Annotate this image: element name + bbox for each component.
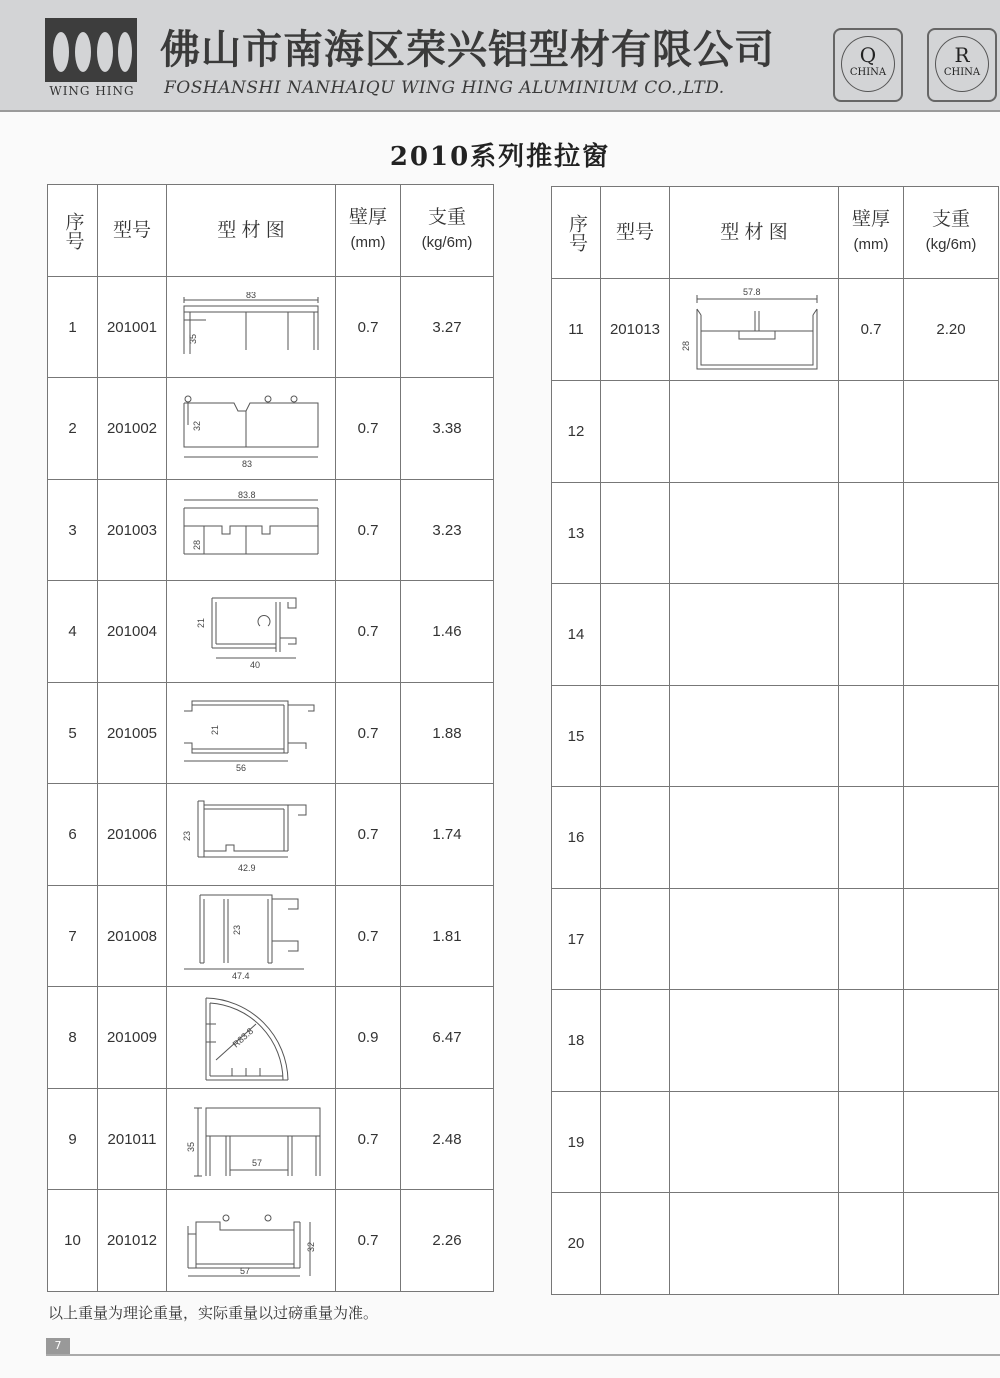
profile-drawing	[670, 686, 839, 787]
row-weight	[904, 889, 999, 990]
page-header	[0, 0, 1000, 112]
profile-drawing	[167, 683, 336, 784]
profile-drawing	[670, 787, 839, 889]
company-name-en: FOSHANSHI NANHAIQU WING HING ALUMINIUM CO.,LTD.	[164, 78, 725, 98]
row-weight	[904, 686, 999, 787]
row-model: 201005	[98, 683, 167, 784]
svg-text:35: 35	[186, 1141, 196, 1152]
profile-drawing	[167, 480, 336, 581]
row-model	[601, 990, 670, 1092]
table-row	[48, 581, 494, 683]
row-model: 201002	[98, 378, 167, 480]
row-seq: 1	[48, 277, 98, 378]
row-weight: 1.81	[401, 886, 494, 987]
profile-table-left	[47, 184, 494, 1292]
row-model	[601, 1193, 670, 1295]
row-seq: 5	[48, 683, 98, 784]
row-model: 201011	[98, 1089, 167, 1190]
row-seq: 6	[48, 784, 98, 886]
svg-text:21: 21	[210, 724, 220, 735]
row-weight: 1.88	[401, 683, 494, 784]
row-thickness	[839, 787, 904, 889]
header-thickness: 壁厚 (mm)	[839, 187, 904, 279]
cert-q-label: CHINA	[849, 67, 887, 78]
table-row	[48, 987, 494, 1089]
header-weight: 支重 (kg/6m)	[904, 187, 999, 279]
table-row	[552, 990, 999, 1092]
row-seq: 3	[48, 480, 98, 581]
profile-drawing	[670, 1092, 839, 1193]
row-thickness	[839, 1193, 904, 1295]
row-thickness	[839, 686, 904, 787]
row-weight	[904, 381, 999, 483]
row-weight	[904, 1092, 999, 1193]
weight-footnote: 以上重量为理论重量，实际重量以过磅重量为准。	[48, 1304, 379, 1322]
logo-text: WING HING	[49, 84, 135, 98]
row-thickness	[839, 990, 904, 1092]
row-weight: 3.23	[401, 480, 494, 581]
row-model	[601, 381, 670, 483]
profile-drawing	[167, 1089, 336, 1190]
row-thickness	[839, 584, 904, 686]
row-model: 201013	[601, 279, 670, 381]
svg-text:57.8: 57.8	[743, 286, 761, 297]
table-row	[552, 483, 999, 584]
header-drawing: 型 材 图	[670, 187, 839, 279]
row-thickness: 0.7	[336, 480, 401, 581]
table-row	[552, 279, 999, 381]
svg-text:R83.8: R83.8	[230, 1025, 256, 1049]
row-seq: 13	[552, 483, 601, 584]
svg-text:83.8: 83.8	[238, 490, 256, 500]
row-thickness: 0.9	[336, 987, 401, 1089]
svg-text:32: 32	[192, 420, 202, 431]
row-thickness: 0.7	[336, 581, 401, 683]
table-row	[552, 1193, 999, 1295]
profile-drawing	[670, 990, 839, 1092]
row-thickness: 0.7	[336, 1089, 401, 1190]
row-thickness: 0.7	[336, 378, 401, 480]
profile-drawing	[167, 987, 336, 1089]
row-seq: 10	[48, 1190, 98, 1292]
table-row	[552, 686, 999, 787]
row-weight: 6.47	[401, 987, 494, 1089]
svg-text:83: 83	[246, 292, 257, 300]
row-thickness: 0.7	[839, 279, 904, 381]
row-weight: 2.48	[401, 1089, 494, 1190]
row-seq: 4	[48, 581, 98, 683]
cert-q-badge	[833, 28, 903, 102]
table-row	[48, 1190, 494, 1292]
row-seq: 15	[552, 686, 601, 787]
row-model: 201003	[98, 480, 167, 581]
profile-drawing	[670, 381, 839, 483]
svg-text:57: 57	[252, 1158, 263, 1168]
svg-text:28: 28	[192, 539, 202, 550]
profile-drawing	[670, 483, 839, 584]
row-thickness: 0.7	[336, 784, 401, 886]
row-thickness: 0.7	[336, 886, 401, 987]
row-model	[601, 1092, 670, 1193]
header-model: 型号	[98, 185, 167, 277]
row-seq: 14	[552, 584, 601, 686]
svg-text:83: 83	[242, 458, 253, 469]
table-header-row	[552, 187, 999, 279]
svg-text:57: 57	[240, 1265, 251, 1276]
profile-drawing	[670, 584, 839, 686]
row-seq: 11	[552, 279, 601, 381]
page-title: 2010系列推拉窗	[389, 142, 611, 172]
cert-r-badge	[927, 28, 997, 102]
svg-text:56: 56	[236, 763, 247, 773]
row-weight: 3.27	[401, 277, 494, 378]
header-seq: 序号	[552, 187, 601, 279]
row-weight	[904, 990, 999, 1092]
profile-drawing	[670, 279, 839, 381]
row-seq: 12	[552, 381, 601, 483]
row-model: 201009	[98, 987, 167, 1089]
row-thickness: 0.7	[336, 1190, 401, 1292]
row-seq: 19	[552, 1092, 601, 1193]
row-thickness	[839, 1092, 904, 1193]
svg-text:35: 35	[188, 333, 198, 344]
row-thickness	[839, 483, 904, 584]
profile-drawing	[167, 378, 336, 480]
row-weight: 1.46	[401, 581, 494, 683]
table-row	[552, 1092, 999, 1193]
cert-r-letter: R	[954, 43, 970, 67]
row-model	[601, 686, 670, 787]
profile-drawing	[670, 889, 839, 990]
table-row	[48, 480, 494, 581]
row-thickness: 0.7	[336, 277, 401, 378]
header-weight: 支重 (kg/6m)	[401, 185, 494, 277]
row-weight: 2.20	[904, 279, 999, 381]
svg-text:47.4: 47.4	[232, 971, 250, 981]
table-row	[552, 889, 999, 990]
svg-text:23: 23	[182, 830, 192, 841]
table-row	[552, 787, 999, 889]
wing-hing-logo-icon	[45, 18, 137, 82]
row-weight: 3.38	[401, 378, 494, 480]
row-seq: 7	[48, 886, 98, 987]
svg-text:42.9: 42.9	[238, 862, 256, 873]
table-row	[48, 378, 494, 480]
header-model: 型号	[601, 187, 670, 279]
row-seq: 2	[48, 378, 98, 480]
header-drawing: 型 材 图	[167, 185, 336, 277]
row-model: 201012	[98, 1190, 167, 1292]
row-thickness: 0.7	[336, 683, 401, 784]
svg-text:23: 23	[232, 924, 242, 935]
row-seq: 9	[48, 1089, 98, 1190]
row-weight: 1.74	[401, 784, 494, 886]
profile-drawing	[670, 1193, 839, 1295]
profile-drawing	[167, 886, 336, 987]
row-seq: 8	[48, 987, 98, 1089]
page-number: 7	[46, 1338, 70, 1354]
table-row	[552, 381, 999, 483]
profile-drawing	[167, 277, 336, 378]
table-row	[48, 1089, 494, 1190]
profile-drawing	[167, 581, 336, 683]
profile-drawing	[167, 784, 336, 886]
row-thickness	[839, 381, 904, 483]
company-name-cn: 佛山市南海区荣兴铝型材有限公司	[160, 26, 775, 73]
row-model	[601, 483, 670, 584]
row-weight: 2.26	[401, 1190, 494, 1292]
table-row	[552, 584, 999, 686]
row-model: 201001	[98, 277, 167, 378]
table-row	[48, 277, 494, 378]
row-thickness	[839, 889, 904, 990]
svg-text:28: 28	[681, 340, 691, 351]
row-model: 201008	[98, 886, 167, 987]
profile-table-right	[551, 186, 999, 1295]
table-row	[48, 886, 494, 987]
row-weight	[904, 787, 999, 889]
header-thickness: 壁厚 (mm)	[336, 185, 401, 277]
footer-divider	[46, 1354, 1000, 1356]
row-model: 201004	[98, 581, 167, 683]
profile-drawing	[167, 1190, 336, 1292]
row-model	[601, 889, 670, 990]
row-seq: 16	[552, 787, 601, 889]
table-row	[48, 784, 494, 886]
row-model	[601, 787, 670, 889]
row-seq: 18	[552, 990, 601, 1092]
header-seq: 序号	[48, 185, 98, 277]
row-model: 201006	[98, 784, 167, 886]
table-header-row	[48, 185, 494, 277]
row-weight	[904, 483, 999, 584]
row-model	[601, 584, 670, 686]
svg-text:32: 32	[306, 1241, 316, 1252]
svg-text:40: 40	[250, 659, 261, 670]
row-weight	[904, 1193, 999, 1295]
row-seq: 17	[552, 889, 601, 990]
row-seq: 20	[552, 1193, 601, 1295]
svg-text:21: 21	[196, 617, 206, 628]
row-weight	[904, 584, 999, 686]
table-row	[48, 683, 494, 784]
cert-r-label: CHINA	[943, 67, 981, 78]
cert-q-letter: Q	[859, 43, 877, 67]
